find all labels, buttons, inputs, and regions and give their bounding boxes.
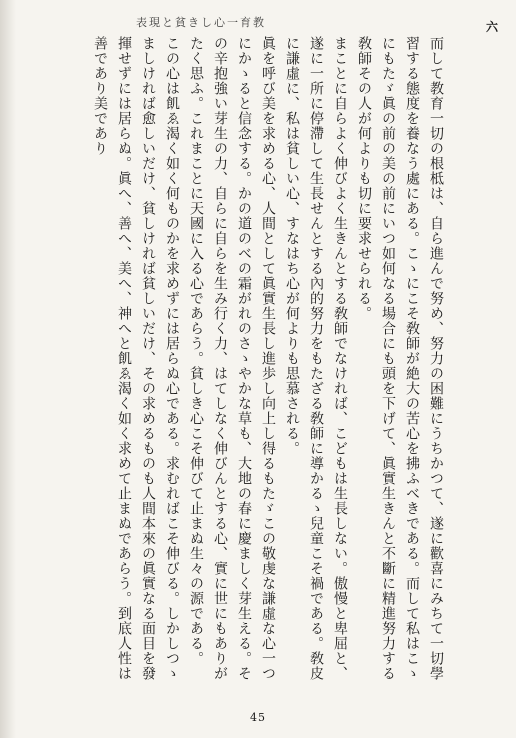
vertical-text-body — [50, 36, 448, 686]
section-mark: 六 — [485, 20, 498, 34]
paragraph-2: まことに自らよく伸びよく生きんとする敎師でなければ、こどもは生長しない。傲慢と卑屈と、遂に一所に停滯して生長せんとする內的努力をもたざる敎師に導かるゝ兒童こそ禍である。敎皮に謙虛に、私は貧しい心、すなはち心が何よりも思慕される。 — [284, 36, 348, 681]
running-header: 教育一心しき貧と現表 — [136, 16, 266, 29]
paragraph-3: 眞を呼び美を求める心、人間として眞實生長し進歩し向上し得るもたゞこの敬虔な謙虛な心一つにかゝると信念する。かの道のべの霜がれのさゝやかな草も、大地の春に慶ましく芽生える。その辛抱強い芽生の力、自らに自らを生み行く力、はてしなく伸びんとする心、實に世にもありがたく思ふ。これまことに天國に入る心であらう。貧しき心こそ伸びて止まぬ生々の源である。 — [188, 36, 276, 681]
scan-edge — [0, 0, 16, 738]
page-number: 45 — [250, 711, 266, 724]
paragraph-1: 而して教育一切の根柢は、自ら進んで努め、努力の困難にうちかつて、遂に歡喜にみちて一切學習する態度を養なう處にある。こゝにこそ敎師が絶大の苦心を拂ふべきである。而して私はこゝにもたゞ眞の前の美の前にいつ如何なる場合にも頭を下げて、眞實生きんと不斷に精進努力する敎師その人が何よりも切に要求せられる。 — [356, 36, 444, 681]
paragraph-4: この心は飢ゑ渴く如く何ものかを求めずには居らぬ心である。求むればこそ伸びる。しかしつゝましければ愈しいだけ、貧しければ貧しいだけ、その求めるものも人間本來の眞實なる面目を發揮せずには居らぬ。眞へ、善へ、美へ、神へと飢ゑ渴く如く求めて止まぬであらう。到底人性は善であり美であり — [92, 36, 180, 681]
